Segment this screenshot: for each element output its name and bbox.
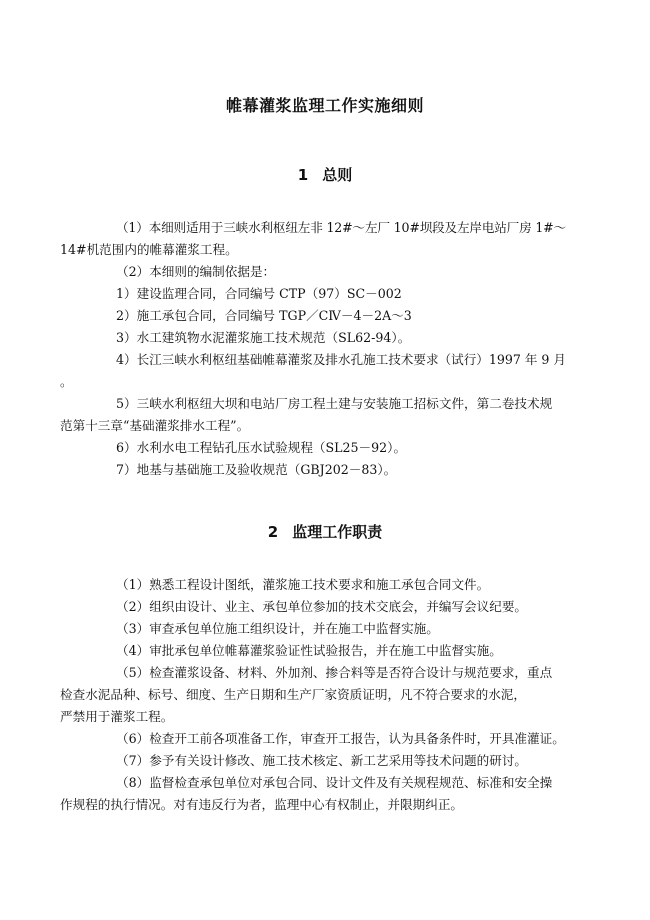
document-title: 帷幕灌浆监理工作实施细则 [225, 96, 424, 115]
s2-p5-line-3: 严禁用于灌浆工程。 [60, 709, 174, 724]
section-2-heading [0, 521, 650, 542]
s2-paragraph-5 [60, 662, 566, 728]
s2-p1-line-1: （1）熟悉工程设计图纸，灌浆施工技术要求和施工承包合同文件。 [116, 577, 490, 592]
s2-p4-line-1: （4）审批承包单位帷幕灌浆验证性试验报告，并在施工中监督实施。 [116, 643, 502, 658]
s2-paragraph-1 [88, 574, 566, 596]
s1-p5-line-1: 3）水工建筑物水泥灌浆施工技术规范（SL62-94）。 [116, 330, 411, 345]
s1-p9-line-1: 7）地基与基础施工及验收规范（GBJ202－83）。 [116, 462, 397, 477]
s1-paragraph-3 [88, 283, 566, 305]
s2-p6-line-1: （6）检查开工前各项准备工作，审查开工报告，认为具备条件时，开具准灌证。 [116, 731, 565, 746]
s2-p8-line-1: （8）监督检查承包单位对承包合同、设计文件及有关规程规范、标准和安全操 [116, 775, 553, 790]
s1-paragraph-7 [60, 393, 566, 437]
s2-paragraph-3 [88, 618, 566, 640]
s1-p3-line-1: 1）建设监理合同，合同编号 CTP（97）SC－002 [116, 286, 402, 301]
s1-p1-line-1: （1）本细则适用于三峡水利枢纽左非 12#～左厂 10#坝段及左岸电站厂房 1#～ [116, 220, 566, 235]
s1-p8-line-1: 6）水利水电工程钻孔压水试验规程（SL25－92）。 [116, 440, 407, 455]
section-1-number: 1 [297, 166, 309, 184]
s1-paragraph-2 [88, 261, 566, 283]
s2-paragraph-7 [88, 750, 566, 772]
s1-p2-line-1: （2）本细则的编制依据是： [116, 264, 276, 279]
s1-paragraph-4 [88, 305, 566, 327]
s1-paragraph-9 [88, 459, 566, 481]
s1-p6-line-1: 4）长江三峡水利枢纽基础帷幕灌浆及排水孔施工技术要求（试行）1997 年 9 月 [116, 352, 566, 367]
s2-p2-line-1: （2）组织由设计、业主、承包单位参加的技术交底会，并编写会议纪要。 [116, 599, 528, 614]
s2-paragraph-6 [88, 728, 566, 750]
s1-paragraph-1 [60, 217, 566, 261]
s1-p7-line-1: 5）三峡水利枢纽大坝和电站厂房工程土建与安装施工招标文件，第二卷技术规 [116, 396, 553, 411]
s2-p5-line-1: （5）检查灌浆设备、材料、外加剂、掺合料等是否符合设计与规范要求，重点 [116, 665, 553, 680]
s1-p4-line-1: 2）施工承包合同，合同编号 TGP／CⅣ－4－2A～3 [116, 308, 412, 323]
s1-p6-line-2: 。 [60, 374, 73, 389]
s2-p5-line-2: 检查水泥品种、标号、细度、生产日期和生产厂家资质证明，凡不符合要求的水泥， [60, 687, 526, 702]
s1-p7-line-2: 范第十三章“基础灌浆排水工程”。 [60, 418, 250, 433]
s2-p7-line-1: （7）参予有关设计修改、施工技术核定、新工艺采用等技术问题的研讨。 [116, 753, 528, 768]
section-1-title: 总则 [322, 166, 353, 184]
s2-p8-line-2: 作规程的执行情况。对有违反行为者，监理中心有权制止，并限期纠正。 [60, 797, 463, 812]
s2-p3-line-1: （3）审查承包单位施工组织设计，并在施工中监督实施。 [116, 621, 439, 636]
s1-p1-line-2: 14#机范围内的帷幕灌浆工程。 [60, 242, 238, 257]
s1-paragraph-8 [88, 437, 566, 459]
s2-paragraph-4 [88, 640, 566, 662]
s2-paragraph-2 [88, 596, 566, 618]
section-1-heading [0, 164, 650, 185]
s1-paragraph-5 [88, 327, 566, 349]
section-2-title: 监理工作职责 [292, 523, 383, 541]
s2-paragraph-8 [60, 772, 566, 816]
s1-paragraph-6 [60, 349, 566, 393]
section-2-number: 2 [267, 523, 279, 541]
